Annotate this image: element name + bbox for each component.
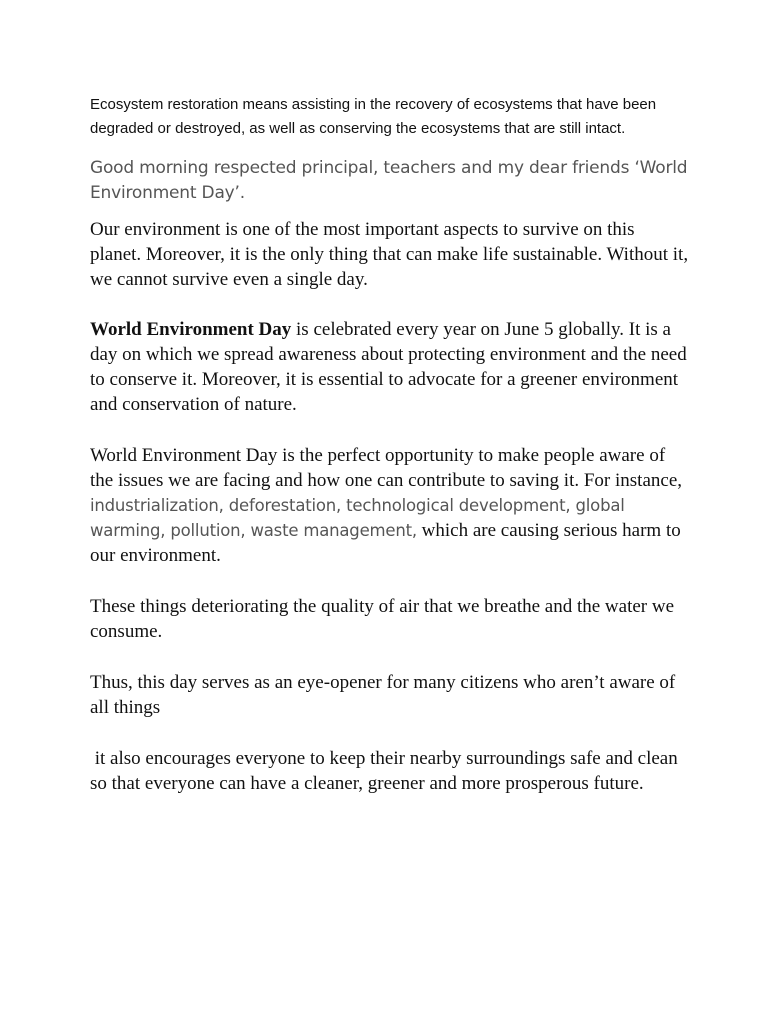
paragraph-deterioration: These things deteriorating the quality of air that we breathe and the water we consume. (90, 596, 675, 642)
paragraph-opportunity (90, 443, 690, 568)
bold-phrase-world-environment-day: World Environment Day (90, 319, 292, 340)
paragraph-environment-importance: Our environment is one of the most important aspects to survive on this planet. Moreover, it is the only thing that can make life sustainable. Without it, we cannot survive even a single day. (90, 219, 689, 290)
paragraph-encouragement: it also encourages everyone to keep their nearby surroundings safe and clean so that everyone can have a cleaner, greener and more prosperous future. (90, 748, 683, 794)
paragraph-world-environment-day-text: is celebrated every year on June 5 globally. It is a day on which we spread awareness about protecting environment and the need to conserve it. Moreover, it is essential to advocate for a greener environment and conservation of nature. (90, 319, 687, 415)
issues-list: industrialization, deforestation, technological development, global warming, pollution, waste management, (90, 496, 625, 540)
document-body (90, 93, 690, 796)
intro-paragraph: Ecosystem restoration means assisting in the recovery of ecosystems that have been degraded or destroyed, as well as conserving the ecosystems that are still intact. (90, 96, 657, 137)
paragraph-eye-opener: Thus, this day serves as an eye-opener for many citizens who aren’t aware of all things (90, 672, 676, 718)
paragraph-opportunity-end: which are causing serious harm to our environment. (90, 520, 681, 566)
paragraph-world-environment-day (90, 317, 690, 417)
paragraph-opportunity-start: World Environment Day is the perfect opportunity to make people aware of the issues we are facing and how one can contribute to saving it. For instance, (90, 445, 682, 491)
greeting-paragraph: Good morning respected principal, teachers and my dear friends ‘World Environment Day’. (90, 158, 688, 203)
